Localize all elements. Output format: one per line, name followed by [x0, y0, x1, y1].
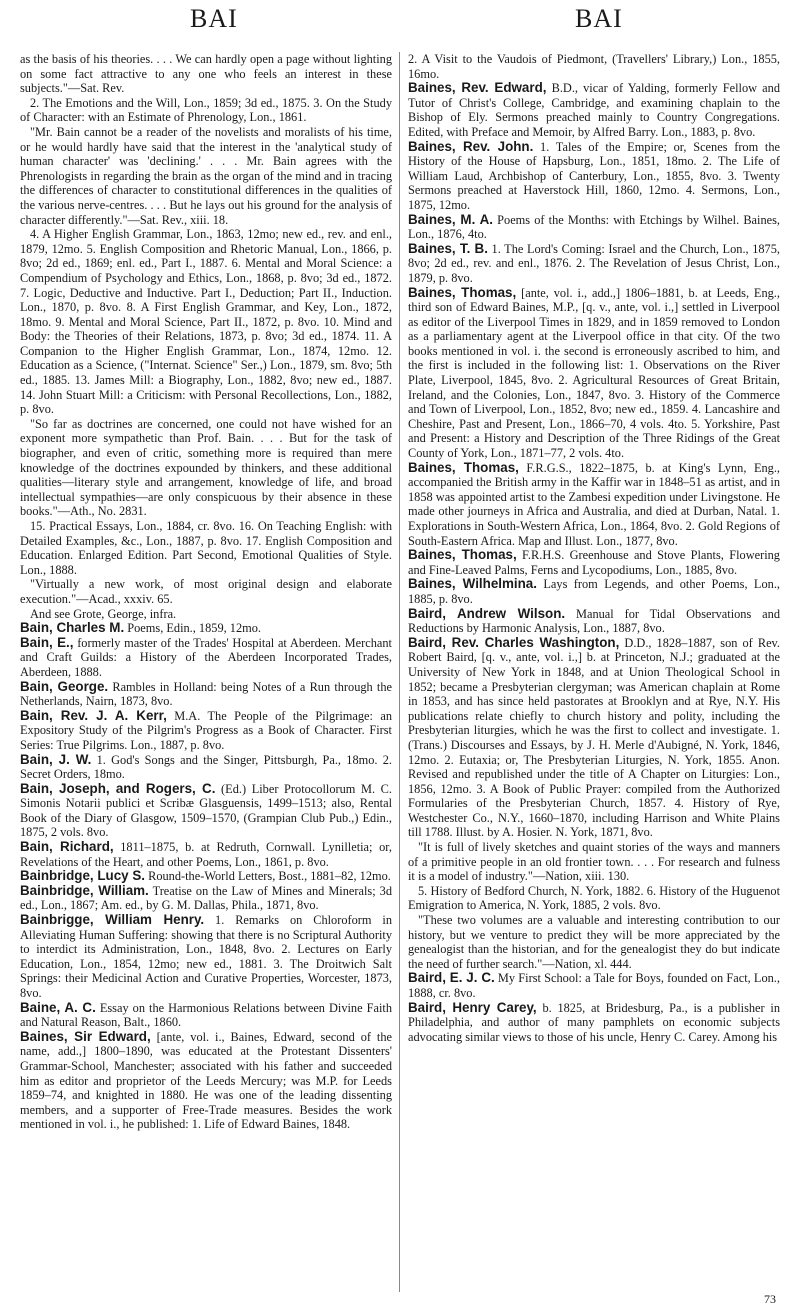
entry-headword: Baird, Andrew Wilson.: [408, 605, 566, 621]
entry: [20, 913, 392, 1001]
entry-headword: Baines, M. A.: [408, 211, 493, 227]
entry: [20, 840, 392, 869]
entry: [408, 242, 780, 286]
entry-text: "Mr. Bain cannot be a reader of the novelists and moralists of his time, or he would hardly have said that the interest in the 'analytical study of human character' was 'declining.' . . . Mr. Bain agrees with the Phrenologists in regarding the brain as the organ of the mind and in tracing the differences of character to constitutional differences in the qualities of the various nerve-centres. . . . But he lays out his ground for the analysis of character differently."—Sat. Rev., xiii. 18.: [20, 124, 392, 227]
entry: [408, 140, 780, 213]
entry-text: b. 1825, at Bridesburg, Pa., is a publisher in Philadelphia, and author of many pamphlets on economic subjects advocating similar views to those of his uncle, Henry C. Carey. Among his: [408, 1000, 781, 1044]
entry: [20, 1030, 392, 1132]
entry: [408, 607, 780, 636]
entry-text: as the basis of his theories. . . . We can hardly open a page without lighting on some fact attractive to any one who feels an interest in these subjects."—Sat. Rev.: [20, 52, 392, 96]
entry: [20, 709, 392, 753]
entry-text: Treatise on the Law of Mines and Minerals; 3d ed., Lon., 1867; Am. ed., by G. M. Dallas, Phila., 1871, 8vo.: [20, 883, 393, 913]
entry-text: Manual for Tidal Observations and Reductions by Harmonic Analysis, Lon., 1887, 8vo.: [408, 606, 780, 636]
entry-text: 1. God's Songs and the Singer, Pittsburgh, Pa., 18mo. 2. Secret Orders, 18mo.: [20, 752, 393, 782]
entry-text: "So far as doctrines are concerned, one could not have wished for an exponent more sympathetic than Prof. Bain. . . . But for the task of biographer, and even of critic, something more is required than mere knowledge of the doctrines expounded by thinkers, and these additional qualities—literary style and arrangement, knowledge of life, and broad intellectual sympathies—are only conspicuous by their absence in these books."—Ath., No. 2831.: [20, 416, 392, 519]
entry-headword: Baine, A. C.: [20, 999, 96, 1015]
entry-text: 4. A Higher English Grammar, Lon., 1863, 12mo; new ed., rev. and enl., 1879, 12mo. 5. English Composition and Rhetoric Manual, Lon., 1866, p. 8vo; 2d ed., 1869; enl. ed., Part I., 1887. 6. Mental and Moral Science: a Compendium of Psychology and Ethics, Lon., 1868, p. 8vo; 3d ed., 1872. 7. Logic, Deductive and Inductive. Part I., Deduction; Part II., Induction. Lon., 1870, p. 8vo. 8. A First English Grammar, and Key, Lon., 1872, 18mo. 9. Mental and Moral Science, Part II., 1872, p. 8vo. 10. Mind and Body: the Theories of their Relations, 1873, p. 8vo; 3d ed., 1874. 11. A Companion to the Higher English Grammar, Lon., 1874, 12mo. 12. Education as a Science, ("Internat. Science" Ser.,) Lon., 1879, sm. 8vo; 5th ed., 1885. 13. James Mill: a Biography, Lon., 1882, 8vo; new ed., 1887. 14. John Stuart Mill: a Criticism: with Personal Recollections, Lon., 1882, p. 8vo.: [20, 227, 392, 417]
entry-text: Poems of the Months: with Etchings by Wilhel. Baines, Lon., 1876, 4to.: [408, 212, 781, 242]
entry-text: 1811–1875, b. at Redruth, Cornwall. Lynilletia; or, Revelations of the Heart, and other Poems, Lon., 1861, p. 8vo.: [20, 840, 392, 869]
entry: [20, 680, 392, 709]
entry-text: Rambles in Holland: being Notes of a Run through the Netherlands, Nairn, 1873, 8vo.: [20, 679, 392, 709]
entry-headword: Baines, Thomas,: [408, 284, 517, 300]
entry: [20, 782, 392, 840]
entry: [20, 607, 392, 622]
entry-text: (Ed.) Liber Protocollorum M. C. Simonis Notarii publici et Scribæ Glasguensis, 1499–1513; also, Rental Book of the Diary of Glasgow, 1509–1570, (Grampian Club Pub.,) Edin., 1875, 2 vols. 8vo.: [20, 781, 393, 840]
entry: [20, 621, 392, 636]
entry: [20, 125, 392, 227]
entry-headword: Baines, Thomas,: [408, 459, 519, 475]
entry-headword: Baines, Rev. John.: [408, 138, 534, 154]
entry: [408, 286, 780, 461]
entry-text: F.R.G.S., 1822–1875, b. at King's Lynn, Eng., accompanied the British army in the Kaffir war in 1848–51 as artist, and in 1858 was appointed artist to the Zambesi expedition under Livingstone. He made other journeys in Africa and Australia, and died at Durban, Natal. 1. Explorations in South-Western Africa, Lon., 1864, 8vo. 2. Gold Regions of South-Eastern Africa. Map and Illust. Lon., 1877, 8vo.: [408, 460, 780, 548]
entry-headword: Bainbridge, Lucy S.: [20, 868, 146, 884]
entry: [408, 81, 780, 139]
entry-headword: Bain, J. W.: [20, 751, 92, 767]
entry: [20, 753, 392, 782]
entry: [408, 840, 780, 884]
entry: [408, 577, 780, 606]
entry-text: "It is full of lively sketches and quaint stories of the ways and manners of a primitive people in an old frontier town. . . . For research and fulness it is a model of industry."—Nation, xiii. 130.: [408, 840, 780, 884]
running-head: [0, 4, 800, 42]
entry-headword: Bain, E.,: [20, 634, 74, 650]
entry-text: 5. History of Bedford Church, N. York, 1882. 6. History of the Huguenot Emigration to America, N. York, 1885, 2 vols. 8vo.: [408, 883, 780, 913]
column-divider: [399, 52, 400, 1292]
entry: [408, 548, 780, 577]
running-head-left: BAI: [190, 4, 238, 33]
entry-text: D.D., 1828–1887, son of Rev. Robert Baird, [q. v., ante, vol. i.,] b. at Princeton, N.J.; graduated at the University of New York in 1848, and at Union Theological School in 1852; became a Presbyterian clergyman; was American chaplain at Rome in 1853, and has since held pastorates at Brooklyn and at Rye, N.Y. His publications relate chiefly to church history and polity, including the Presbyterian liturgies, which he was the first to collect and investigate. 1. (Trans.) Discourses and Essays, by J. H. Merle d'Aubigné, N. York, 1846, 12mo. 2. Eutaxia; or, The Presbyterian Liturgies, N. York, 1855. Anon. Revised and republished under the title of A Chapter on Liturgies: Lon., 1856, 12mo. 3. A Book of Public Prayer: compiled from the Authorized Formularies of the Presbyterian Church, 1857. 4. History of Rye, Westchester Co., N.Y., 1660–1870, including Harrison and White Plains till 1788. Illust. by A. Hosier. N. York, 1871, 8vo.: [408, 635, 781, 840]
right-column: [408, 52, 780, 1044]
entry-text: Round-the-World Letters, Bost., 1881–82, 12mo.: [145, 869, 391, 884]
entry: [20, 577, 392, 606]
entry-headword: Baines, Thomas,: [408, 547, 517, 563]
entry-text: My First School: a Tale for Boys, founded on Fact, Lon., 1888, cr. 8vo.: [408, 971, 780, 1000]
entry-text: 1. Tales of the Empire; or, Scenes from the History of the House of Hapsburg, Lon., 1851, 18mo. 2. The Life of William Laud, Archbishop of Canterbury, Lon., 1855, 8vo. 3. Twenty Sermons preached at Haverstock Hill, 1860, 12mo. 4. Sermons, Lon., 1875, 12mo.: [408, 139, 780, 212]
entry: [20, 519, 392, 577]
entry-headword: Baines, T. B.: [408, 240, 488, 256]
entry-text: 2. A Visit to the Vaudois of Piedmont, (Travellers' Library,) Lon., 1855, 16mo.: [408, 52, 780, 81]
entry-text: B.D., vicar of Yalding, formerly Fellow and Tutor of Christ's College, Cambridge, and examining chaplain to the Bishop of Ely. Sermons preached mainly to Country Congregations. Edited, with Preface and Memoir, by Alfred Barry. Lon., 1883, p. 8vo.: [408, 81, 780, 139]
entry: [20, 96, 392, 125]
entry-text: 15. Practical Essays, Lon., 1884, cr. 8vo. 16. On Teaching English: with Detailed Examples, &c., Lon., 1887, p. 8vo. 17. English Composition and Education. Enlarged Edition. Part Second, Emotional Qualities of Style. Lon., 1888.: [20, 519, 392, 577]
entry-text: [ante, vol. i., Baines, Edward, second of the name, add.,] 1800–1890, was educated at the Protestant Dissenters' Grammar-School, Manchester; associated with his father and succeeded him as editor and proprietor of the Leeds Mercury; was M.P. for Leeds 1859–74, and knighted in 1880. He was one of the leading dissenting members, and a supporter of Free-Trade measures. Besides the work mentioned in vol. i., he published: 1. Life of Edward Baines, 1848.: [20, 1029, 392, 1132]
entry-headword: Baird, E. J. C.: [408, 970, 495, 986]
entry-text: Essay on the Harmonious Relations between Divine Faith and Natural Reason, Balt., 1860.: [20, 1000, 392, 1030]
entry-text: M.A. The People of the Pilgrimage: an Expository Study of the Pilgrim's Progress as a Book of Character. First Series: True Pilgrims. Lon., 1887, p. 8vo.: [20, 708, 392, 752]
entry-headword: Baird, Rev. Charles Washington,: [408, 634, 620, 650]
page-number: 73: [764, 1292, 776, 1306]
entry-headword: Bain, Richard,: [20, 839, 114, 855]
entry-headword: Bain, Joseph, and Rogers, C.: [20, 780, 216, 796]
entry: [20, 636, 392, 680]
entry: [408, 884, 780, 913]
entry-headword: Bain, George.: [20, 678, 109, 694]
entry-headword: Baines, Wilhelmina.: [408, 576, 537, 592]
entry-text: 2. The Emotions and the Will, Lon., 1859; 3d ed., 1875. 3. On the Study of Character: with an Estimate of Phrenology, Lon., 1861.: [20, 95, 392, 125]
entry: [20, 52, 392, 96]
entry: [408, 913, 780, 971]
entry-headword: Baines, Rev. Edward,: [408, 80, 547, 96]
entry: [20, 884, 392, 913]
entry: [408, 213, 780, 242]
entry-text: Lays from Legends, and other Poems, Lon., 1885, p. 8vo.: [408, 577, 780, 606]
entry: [408, 1001, 780, 1045]
left-column: [20, 52, 392, 1132]
entry: [408, 636, 780, 840]
entry: [20, 869, 392, 884]
entry-headword: Baines, Sir Edward,: [20, 1028, 151, 1044]
running-head-right: BAI: [575, 4, 623, 33]
entry-headword: Bainbridge, William.: [20, 882, 149, 898]
entry-headword: Bainbrigge, William Henry.: [20, 912, 205, 928]
entry-headword: Bain, Charles M.: [20, 620, 125, 636]
entry-text: "These two volumes are a valuable and interesting contribution to our history, but we venture to predict they will be more appreciated by the genealogist than the historian, and for the genealogist they do but indicate the need of further search."—Nation, xl. 444.: [408, 913, 780, 971]
entry-text: Poems, Edin., 1859, 12mo.: [124, 621, 261, 636]
entry: [20, 227, 392, 417]
entry-text: "Virtually a new work, of most original design and elaborate execution."—Acad., xxxiv. 65.: [20, 577, 392, 606]
entry-text: F.R.H.S. Greenhouse and Stove Plants, Flowering and Fine-Leaved Palms, Ferns and Lycopodiums, Lon., 1885, 8vo.: [408, 548, 780, 577]
entry-headword: Bain, Rev. J. A. Kerr,: [20, 707, 167, 723]
entry: [408, 971, 780, 1000]
entry-text: 1. The Lord's Coming: Israel and the Church, Lon., 1875, 8vo; 2d ed., rev. and enl., 1876. 2. The Revelation of Jesus Christ, Lon., 1879, p. 8vo.: [408, 241, 780, 285]
entry: [408, 52, 780, 81]
entry-text: 1. Remarks on Chloroform in Alleviating Human Suffering: showing that there is no Scriptural Authority to interdict its Administration, Lon., 1848, 8vo. 2. Lectures on Early Education, Lon., 1854, 12mo; new ed., 1881. 3. The Droitwich Salt Springs: their Medicinal Action and Curative Properties, Worcester, 1873, 8vo.: [20, 913, 392, 1000]
entry-text: [ante, vol. i., add.,] 1806–1881, b. at Leeds, Eng., third son of Edward Baines, M.P., [q. v., ante, vol. i.,] settled in Liverpool as editor of the Liverpool Times in 1829, and in 1859 removed to London as a parliamentary agent at the Liverpool office in that city. Of the two books mentioned in vol. i. the second is erroneously ascribed to him, and the first is included in the following list: 1. Observations on the River Plate, Liverpool, 1845, 8vo. 2. Agricultural Resources of Great Britain, Ireland, and the Colonies, Lon., 1847, 8vo. 3. History of the Commerce and Town of Liverpool, Lon., 1852, 8vo; new ed., 1859. 4. Lancashire and Cheshire, Past and Present, Lon., 1866–70, 4 vols. 4to. 5. Yorkshire, Past and Present: a History and Description of the Three Ridings of the Great County of York, Lon., 1871–77, 2 vols. 4to.: [408, 285, 780, 461]
entry-text: And see Grote, George, infra.: [30, 606, 177, 621]
entry: [20, 1001, 392, 1030]
entry-headword: Baird, Henry Carey,: [408, 999, 537, 1015]
entry: [408, 461, 780, 549]
entry: [20, 417, 392, 519]
entry-text: formerly master of the Trades' Hospital at Aberdeen. Merchant and Craft Guilds: a History of the Aberdeen Incorporated Trades, Aberdeen, 1888.: [20, 635, 392, 679]
